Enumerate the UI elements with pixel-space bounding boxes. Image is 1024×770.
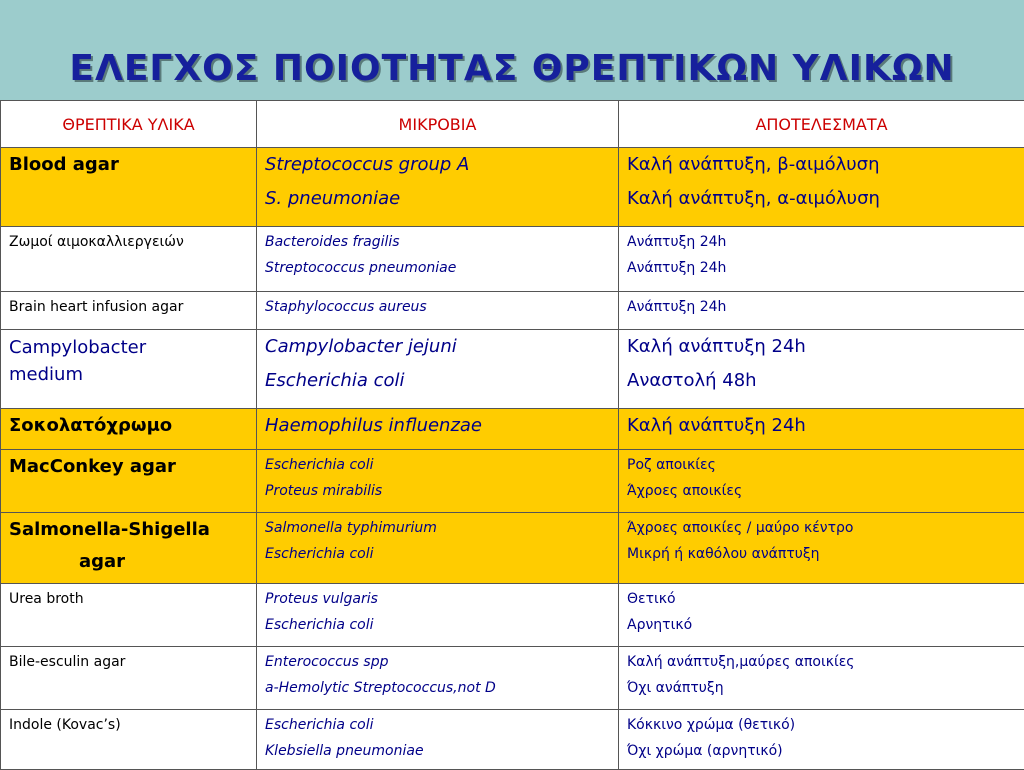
microbe: Campylobacter jejuni bbox=[265, 330, 610, 364]
result: Καλή ανάπτυξη, α-αιμόλυση bbox=[627, 182, 1016, 216]
media-quality-table bbox=[0, 100, 1024, 770]
table-row bbox=[1, 227, 1024, 292]
table-row bbox=[1, 647, 1024, 710]
medium-cell bbox=[1, 710, 257, 770]
result: Ανάπτυξη 24h bbox=[627, 294, 1016, 320]
table-row bbox=[1, 584, 1024, 647]
microbe: a-Hemolytic Streptococcus,not D bbox=[265, 675, 610, 701]
medium-name: Urea broth bbox=[9, 586, 248, 612]
table-row bbox=[1, 292, 1024, 330]
microbe: Streptococcus pneumoniae bbox=[265, 255, 610, 281]
microbe: Escherichia coli bbox=[265, 612, 610, 638]
header-media: ΘΡΕΠΤΙΚΑ ΥΛΙΚΑ bbox=[1, 101, 257, 148]
microbes-cell bbox=[257, 409, 619, 450]
medium-name: Ζωμοί αιμοκαλλιεργειών bbox=[9, 229, 248, 255]
table-row bbox=[1, 513, 1024, 584]
table-row bbox=[1, 330, 1024, 409]
result: Ανάπτυξη 24h bbox=[627, 229, 1016, 255]
table-row bbox=[1, 710, 1024, 770]
medium-name: MacConkey agar bbox=[9, 450, 248, 484]
medium-cell bbox=[1, 292, 257, 330]
medium-cell bbox=[1, 584, 257, 647]
result: Κόκκινο χρώμα (θετικό) bbox=[627, 712, 1016, 738]
results-cell bbox=[619, 647, 1024, 710]
medium-name: Salmonella-Shigella bbox=[9, 513, 248, 547]
microbe: S. pneumoniae bbox=[265, 182, 610, 216]
microbes-cell bbox=[257, 647, 619, 710]
results-cell bbox=[619, 292, 1024, 330]
medium-cell bbox=[1, 409, 257, 450]
result: Άχροες αποικίες bbox=[627, 478, 1016, 504]
result: Όχι χρώμα (αρνητικό) bbox=[627, 738, 1016, 764]
header-microbes: ΜΙΚΡΟΒΙΑ bbox=[257, 101, 619, 148]
medium-cell bbox=[1, 513, 257, 584]
result: Ανάπτυξη 24h bbox=[627, 255, 1016, 281]
results-cell bbox=[619, 584, 1024, 647]
microbe: Haemophilus influenzae bbox=[265, 409, 610, 443]
microbe: Streptococcus group A bbox=[265, 148, 610, 182]
medium-name: Blood agar bbox=[9, 148, 248, 182]
microbes-cell bbox=[257, 292, 619, 330]
table-row bbox=[1, 409, 1024, 450]
medium-name: Bile-esculin agar bbox=[9, 649, 248, 675]
results-cell bbox=[619, 409, 1024, 450]
result: Καλή ανάπτυξη,μαύρες αποικίες bbox=[627, 649, 1016, 675]
table-row bbox=[1, 450, 1024, 513]
result: Αρνητικό bbox=[627, 612, 1016, 638]
microbes-cell bbox=[257, 584, 619, 647]
medium-name: Campylobacter bbox=[9, 334, 248, 361]
result: Ροζ αποικίες bbox=[627, 452, 1016, 478]
slide-title: ΕΛΕΓΧΟΣ ΠΟΙΟΤΗΤΑΣ ΘΡΕΠΤΙΚΩΝ ΥΛΙΚΩΝ bbox=[0, 48, 1024, 89]
medium-cell bbox=[1, 148, 257, 227]
medium-name: Indole (Kovac’s) bbox=[9, 712, 248, 738]
medium-name: medium bbox=[9, 361, 248, 388]
result: Καλή ανάπτυξη, β-αιμόλυση bbox=[627, 148, 1016, 182]
microbes-cell bbox=[257, 330, 619, 409]
microbes-cell bbox=[257, 148, 619, 227]
result: Καλή ανάπτυξη 24h bbox=[627, 330, 1016, 364]
result: Όχι ανάπτυξη bbox=[627, 675, 1016, 701]
medium-cell bbox=[1, 330, 257, 409]
medium-cell bbox=[1, 227, 257, 292]
results-cell bbox=[619, 227, 1024, 292]
microbe: Salmonella typhimurium bbox=[265, 515, 610, 541]
microbe: Escherichia coli bbox=[265, 541, 610, 567]
microbe: Escherichia coli bbox=[265, 452, 610, 478]
medium-name: Brain heart infusion agar bbox=[9, 294, 248, 320]
microbes-cell bbox=[257, 710, 619, 770]
medium-cell bbox=[1, 450, 257, 513]
microbe: Bacteroides fragilis bbox=[265, 229, 610, 255]
microbe: Klebsiella pneumoniae bbox=[265, 738, 610, 764]
microbe: Escherichia coli bbox=[265, 364, 610, 398]
table-header-row bbox=[1, 101, 1024, 148]
medium-cell bbox=[1, 647, 257, 710]
medium-name: Σοκολατόχρωμο bbox=[9, 409, 248, 443]
microbe: Staphylococcus aureus bbox=[265, 294, 610, 320]
microbe: Enterococcus spp bbox=[265, 649, 610, 675]
table-row bbox=[1, 148, 1024, 227]
results-cell bbox=[619, 330, 1024, 409]
result: Μικρή ή καθόλου ανάπτυξη bbox=[627, 541, 1016, 567]
microbe: Proteus mirabilis bbox=[265, 478, 610, 504]
results-cell bbox=[619, 513, 1024, 584]
results-cell bbox=[619, 710, 1024, 770]
microbes-cell bbox=[257, 450, 619, 513]
result: Θετικό bbox=[627, 586, 1016, 612]
medium-name: agar bbox=[9, 547, 248, 577]
header-results: ΑΠΟΤΕΛΕΣΜΑΤΑ bbox=[619, 101, 1024, 148]
microbes-cell bbox=[257, 227, 619, 292]
microbes-cell bbox=[257, 513, 619, 584]
results-cell bbox=[619, 450, 1024, 513]
result: Αναστολή 48h bbox=[627, 364, 1016, 398]
result: Άχροες αποικίες / μαύρο κέντρο bbox=[627, 515, 1016, 541]
microbe: Escherichia coli bbox=[265, 712, 610, 738]
microbe: Proteus vulgaris bbox=[265, 586, 610, 612]
results-cell bbox=[619, 148, 1024, 227]
result: Καλή ανάπτυξη 24h bbox=[627, 409, 1016, 443]
